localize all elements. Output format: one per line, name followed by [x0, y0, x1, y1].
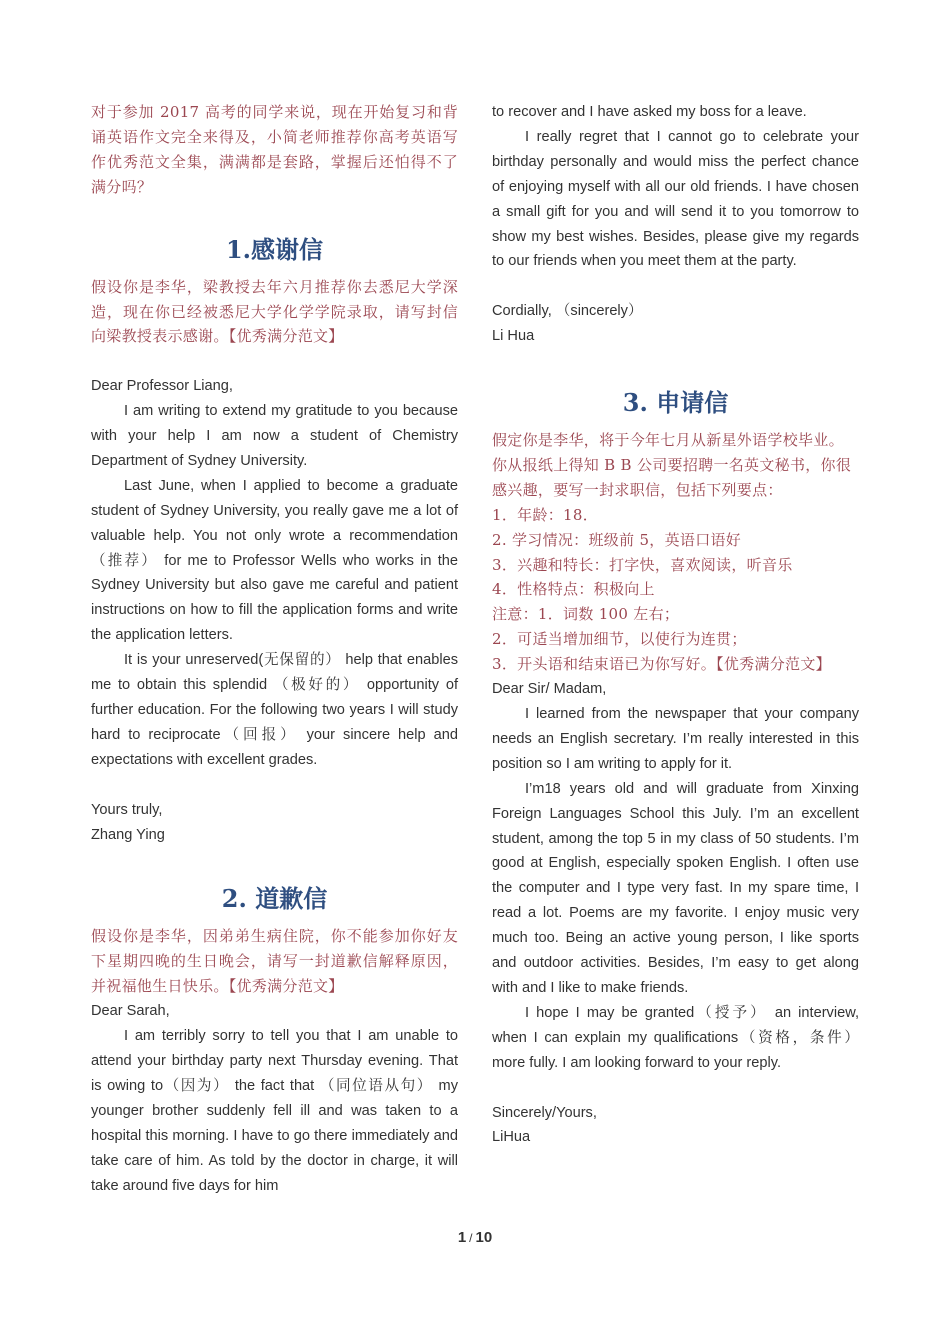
section1-heading: 1.感谢信 — [225, 234, 324, 264]
section3-paragraph: I’m18 years old and will graduate from Xinxing Foreign Languages School this July. I’m an excellent student, among the top 5 in my class of 50 students. I’m good at English, especially spoken English. I often use the computer and I type very fast. In my spare time, I read a lot. Poems are my favorite. I enjoy music very much too. Being an active young person, I like sports and outdoor activities. Besides, I’m easy to get along with and I like to make friends. — [492, 780, 859, 996]
section1-prompt: 假设你是李华，梁教授去年六月推荐你去悉尼大学深造，现在你已经被悉尼大学化学学院录取，请写封信向梁教授表示感谢。【优秀满分范文】 — [91, 277, 458, 346]
intro-text: 对于参加 2017 高考的同学来说，现在开始复习和背诵英语作文完全来得及，小简老师推荐你高考英语写作优秀范文全集，满满都是套路，掌握后还怕得不了满分吗？ — [91, 103, 458, 196]
section3-signature: LiHua — [492, 1129, 531, 1146]
page-separator: / — [469, 1231, 473, 1245]
section3-closing: Sincerely/Yours, — [492, 1104, 597, 1121]
section3-prompt-line: 1．年龄：18． — [492, 505, 599, 524]
section2-heading: 2. 道歉信 — [221, 884, 328, 914]
section3-prompt-line: 3．开头语和结束语已为你写好。【优秀满分范文】 — [492, 655, 831, 674]
section3-prompt-line: 4．性格特点：积极向上 — [492, 580, 655, 599]
section1-paragraph: Last June, when I applied to become a graduate student of Sydney University, you really gave me a lot of valuable help. You not only wrote a recommendation（推荐） for me to Professor Wells who works in the Sydney University but also gave me careful and patient instructions on how to fill the application forms and write the application letters. — [91, 477, 458, 644]
section2-paragraph-continued: to recover and I have asked my boss for a leave. — [492, 104, 807, 120]
section1-paragraph: It is your unreserved(无保留的） help that enables me to obtain this splendid （极好的） opportunity of further education. For the following two years I will study hard to reciprocate（回报） your sincere help and expectations with excellent grades. — [91, 652, 458, 768]
section1-closing: Yours truly, — [91, 801, 163, 818]
section3-paragraph: I hope I may be granted（授予） an interview, when I can explain my qualifications（资格，条件） more fully. I am looking forward to your reply. — [492, 1004, 859, 1071]
section2-paragraph: I am terribly sorry to tell you that I am unable to attend your birthday party next Thursday evening. That is owing to（因为） the fact that （同位语从句） my younger brother suddenly fell ill and was taken to a hospital this morning. I have to go there immediately and take care of him. As told by the doctor in charge, it will take around five days for him — [91, 1028, 458, 1194]
section2-signature: Li Hua — [492, 328, 535, 345]
section3-prompt-line: 3．兴趣和特长：打字快，喜欢阅读，听音乐 — [492, 555, 793, 574]
page-number — [0, 1229, 950, 1246]
section3-prompt-line: 假定你是李华，将于今年七月从新星外语学校毕业。你从报纸上得知 B B 公司要招聘一名英文秘书，你很感兴趣，要写一封求职信，包括下列要点： — [492, 431, 852, 499]
section3-prompt-line: 2．可适当增加细节，以使行为连贯； — [492, 630, 747, 649]
section2-closing: Cordially, （sincerely） — [492, 303, 643, 320]
total-pages: 10 — [475, 1229, 493, 1246]
section3-heading: 3. 申请信 — [622, 388, 729, 418]
section3-prompt-line: 注意：1．词数 100 左右； — [492, 605, 680, 624]
section2-prompt: 假设你是李华，因弟弟生病住院，你不能参加你好友下星期四晚的生日晚会，请写一封道歉信解释原因，并祝福他生日快乐。【优秀满分范文】 — [91, 927, 458, 996]
section1-greeting: Dear Professor Liang, — [91, 378, 233, 395]
section1-signature: Zhang Ying — [91, 826, 165, 843]
right-column — [492, 100, 859, 1150]
section3-prompt-line: 2. 学习情况：班级前 5，英语口语好 — [492, 530, 742, 549]
section3-paragraph: I learned from the newspaper that your company needs an English secretary. I’m really interested in this position so I am writing to apply for it. — [492, 706, 859, 772]
left-column — [91, 100, 458, 1198]
section2-greeting: Dear Sarah, — [91, 1003, 170, 1020]
section2-paragraph: I really regret that I cannot go to celebrate your birthday personally and would miss the perfect chance of enjoying myself with all our old friends. I have chosen a small gift for you and will send it to you tomorrow to show my best wishes. Besides, please give my regards to our friends when you meet them at the party. — [492, 128, 859, 270]
section1-paragraph: I am writing to extend my gratitude to you because with your help I am now a student of Chemistry Department of Sydney University. — [91, 403, 458, 469]
current-page: 1 — [457, 1229, 467, 1246]
section3-greeting: Dear Sir/ Madam, — [492, 681, 607, 698]
